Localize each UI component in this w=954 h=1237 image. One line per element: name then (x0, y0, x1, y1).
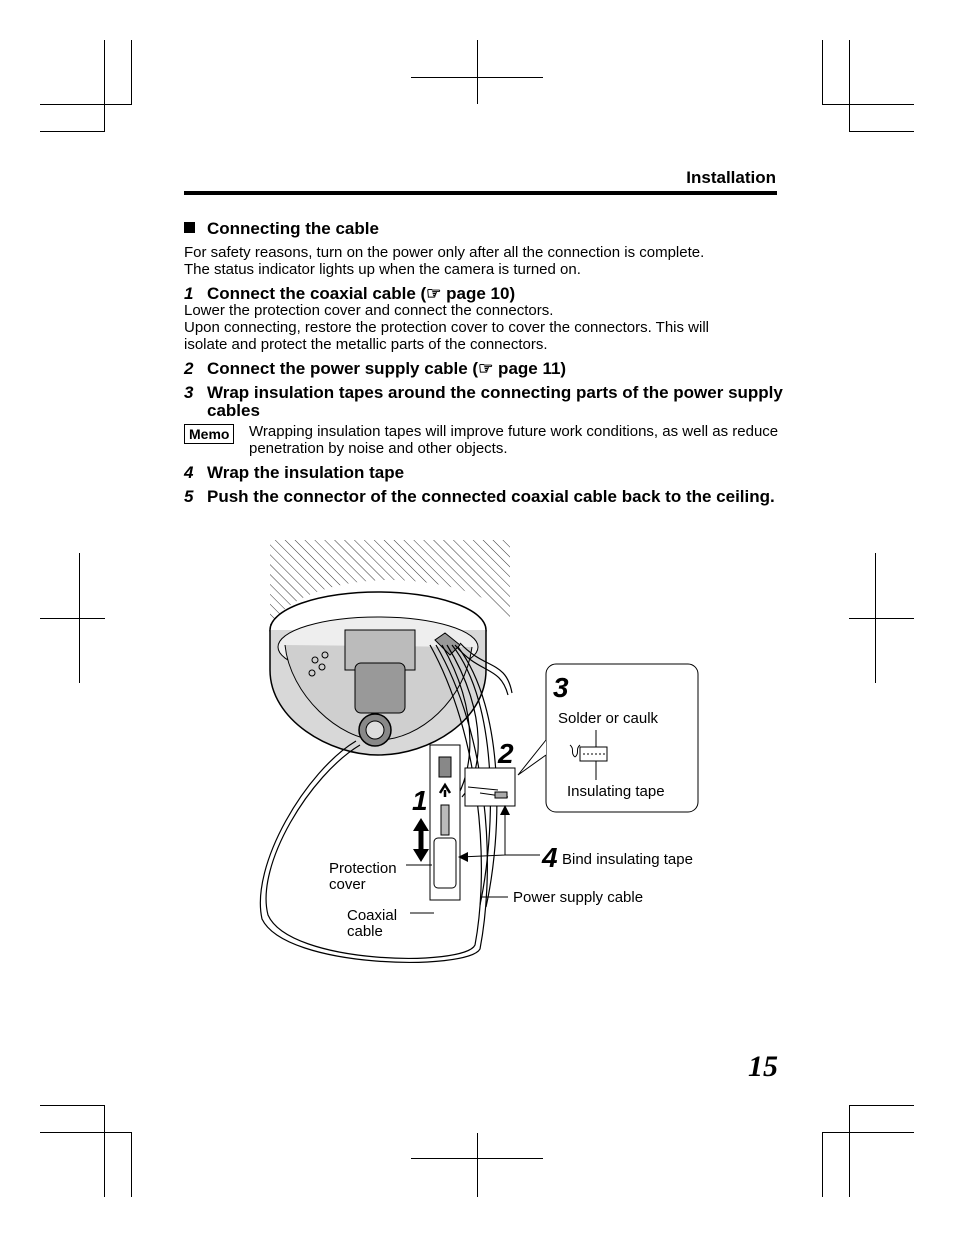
double-arrow-icon (413, 818, 429, 862)
step-number: 5 (184, 487, 194, 506)
label-protection-cover-1: Protection (329, 860, 397, 877)
label-insulating-tape: Insulating tape (567, 783, 665, 800)
step-body-line: Lower the protection cover and connect the connectors. (184, 302, 554, 319)
step-1-body (184, 302, 784, 353)
heading-text: Connecting the cable (207, 219, 379, 238)
label-coaxial-1: Coaxial (347, 907, 398, 924)
camera-body (270, 592, 486, 755)
step-title: Wrap the insulation tape (207, 463, 405, 482)
label-protection-cover-2: cover (329, 876, 366, 893)
step-3 (184, 384, 784, 420)
callout-number-3: 3 (553, 672, 569, 703)
square-bullet-icon (184, 222, 195, 233)
installation-diagram (250, 535, 710, 965)
intro-line: For safety reasons, turn on the power only after all the connection is complete. (184, 244, 705, 261)
step-number: 4 (184, 463, 194, 482)
intro-text (184, 244, 784, 278)
memo-text: Wrapping insulation tapes will improve future work conditions, as well as reduce penetration by noise and other objects. (249, 423, 779, 457)
callout-number-1: 1 (412, 785, 428, 816)
intro-line: The status indicator lights up when the camera is turned on. (184, 261, 581, 278)
callout-number-2: 2 (498, 738, 514, 769)
step-number: 3 (184, 383, 194, 402)
step-number: 1 (184, 284, 194, 303)
callout-number-4: 4 (542, 842, 558, 873)
section-header: Installation (686, 168, 776, 187)
label-coaxial-2: cable (347, 923, 383, 940)
step-2 (184, 360, 784, 378)
step-4 (184, 464, 784, 482)
label-solder: Solder or caulk (558, 710, 659, 727)
step-title: Push the connector of the connected coaxial cable back to the ceiling. (207, 487, 775, 506)
label-power-supply: Power supply cable (513, 889, 644, 906)
step-body-line: Upon connecting, restore the protection cover to cover the connectors. This will (184, 319, 709, 336)
header-rule (184, 191, 777, 195)
step-title: Connect the coaxial cable (☞ page 10) (207, 284, 516, 303)
page-number: 15 (748, 1050, 778, 1083)
step-5 (184, 488, 784, 506)
step-body-line: isolate and protect the metallic parts of the connectors. (184, 336, 548, 353)
step-number: 2 (184, 359, 194, 378)
section-heading (184, 219, 379, 239)
step-title: Wrap insulation tapes around the connecting parts of the power supply cables (207, 383, 783, 420)
memo-badge: Memo (184, 424, 234, 444)
step-title: Connect the power supply cable (☞ page 11) (207, 359, 567, 378)
bind-tape-pointer (460, 810, 540, 857)
step-1 (184, 285, 784, 303)
label-bind-tape: Bind insulating tape (562, 851, 693, 868)
